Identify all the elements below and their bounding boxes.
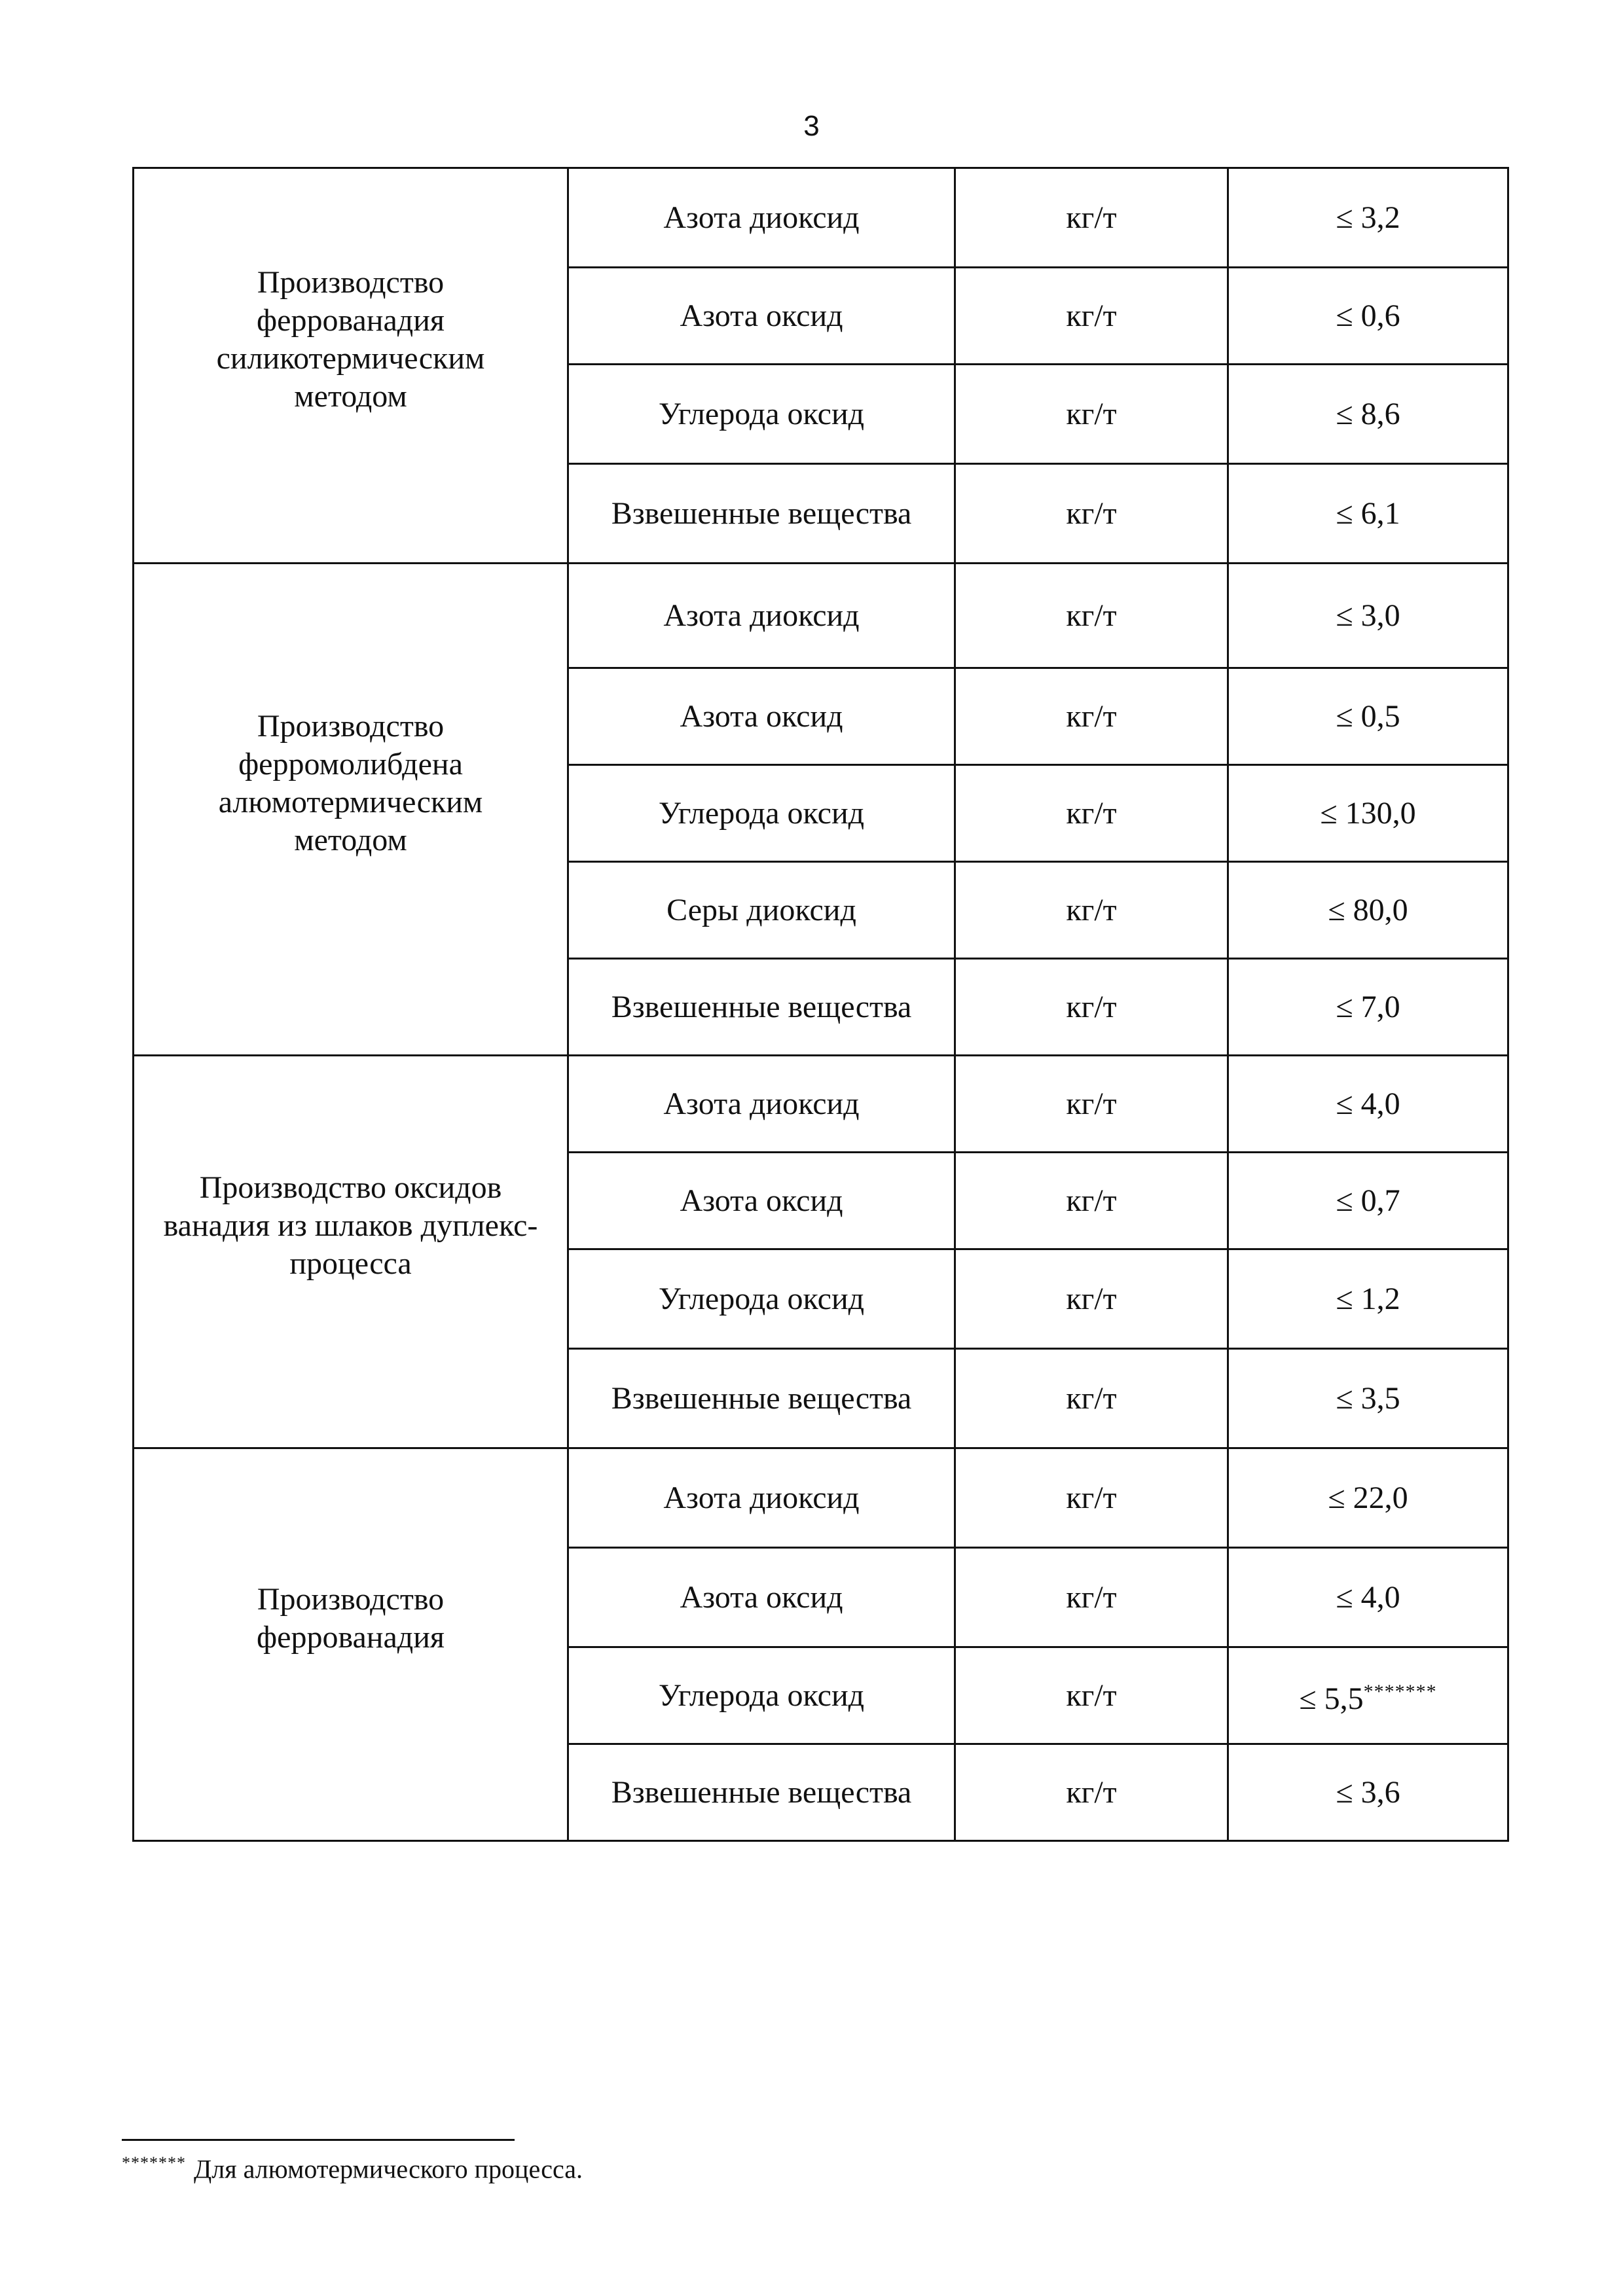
limit-value: ≤ 0,6 [1336,298,1400,333]
unit-cell: кг/т [955,1056,1228,1153]
unit-cell: кг/т [955,564,1228,668]
table-row [134,564,1508,668]
value-cell [1228,1647,1508,1744]
footnote-mark: ******* [122,2153,186,2172]
substance-cell: Азота диоксид [568,1056,955,1153]
unit-cell: кг/т [955,1349,1228,1448]
unit-cell: кг/т [955,168,1228,268]
substance-cell: Азота диоксид [568,1448,955,1548]
limit-value: ≤ 8,6 [1336,396,1400,431]
unit-cell: кг/т [955,1744,1228,1841]
limit-value: ≤ 0,7 [1336,1183,1400,1218]
limit-value: ≤ 3,2 [1336,200,1400,235]
substance-cell: Углерода оксид [568,1647,955,1744]
substance-cell: Взвешенные вещества [568,1349,955,1448]
substance-cell: Азота диоксид [568,564,955,668]
unit-cell: кг/т [955,1647,1228,1744]
value-cell [1228,1448,1508,1548]
substance-cell: Азота диоксид [568,168,955,268]
footnote-divider [122,2139,515,2141]
unit-cell: кг/т [955,464,1228,564]
process-cell: Производство феррованадия [134,1448,568,1841]
substance-cell: Взвешенные вещества [568,1744,955,1841]
value-cell [1228,564,1508,668]
substance-cell: Взвешенные вещества [568,464,955,564]
table-row [134,1448,1508,1548]
limit-value: ≤ 4,0 [1336,1086,1400,1121]
limit-value: ≤ 4,0 [1336,1579,1400,1615]
value-cell [1228,268,1508,365]
footnote-text: Для алюмотермического процесса. [194,2154,583,2184]
value-cell [1228,1349,1508,1448]
unit-cell: кг/т [955,1548,1228,1647]
process-cell: Производство феррованадия силикотермическим методом [134,168,568,564]
limit-value: ≤ 3,5 [1336,1380,1400,1416]
unit-cell: кг/т [955,765,1228,862]
substance-cell: Азота оксид [568,1548,955,1647]
unit-cell: кг/т [955,1448,1228,1548]
limit-value: ≤ 22,0 [1328,1480,1408,1515]
limit-value: ≤ 3,6 [1336,1774,1400,1810]
unit-cell: кг/т [955,1153,1228,1249]
value-cell [1228,1153,1508,1249]
process-cell: Производство оксидов ванадия из шлаков дуплекс-процесса [134,1056,568,1448]
limit-value: ≤ 7,0 [1336,989,1400,1024]
unit-cell: кг/т [955,668,1228,765]
substance-cell: Азота оксид [568,268,955,365]
unit-cell: кг/т [955,862,1228,959]
substance-cell: Азота оксид [568,1153,955,1249]
footnote [122,2153,583,2184]
unit-cell: кг/т [955,1249,1228,1349]
limit-value: ≤ 0,5 [1336,698,1400,734]
value-cell [1228,365,1508,464]
value-cell [1228,862,1508,959]
emission-norms-table-container [132,167,1507,1842]
footnote-reference: ******* [1363,1681,1437,1702]
substance-cell: Азота оксид [568,668,955,765]
value-cell [1228,1249,1508,1349]
limit-value: ≤ 1,2 [1336,1281,1400,1316]
value-cell [1228,1548,1508,1647]
limit-value: ≤ 6,1 [1336,495,1400,531]
unit-cell: кг/т [955,268,1228,365]
value-cell [1228,765,1508,862]
substance-cell: Углерода оксид [568,765,955,862]
table-row [134,168,1508,268]
process-cell: Производство ферромолибдена алюмотермическим методом [134,564,568,1056]
limit-value: ≤ 3,0 [1336,598,1400,633]
value-cell [1228,1744,1508,1841]
value-cell [1228,668,1508,765]
substance-cell: Серы диоксид [568,862,955,959]
substance-cell: Углерода оксид [568,1249,955,1349]
substance-cell: Углерода оксид [568,365,955,464]
value-cell [1228,464,1508,564]
value-cell [1228,1056,1508,1153]
value-cell [1228,959,1508,1056]
unit-cell: кг/т [955,365,1228,464]
value-cell [1228,168,1508,268]
limit-value: ≤ 130,0 [1320,795,1416,831]
substance-cell: Взвешенные вещества [568,959,955,1056]
limit-value: ≤ 80,0 [1328,892,1408,927]
page-number: 3 [803,110,820,142]
limit-value: ≤ 5,5 [1299,1681,1364,1716]
table-body [134,168,1508,1841]
table-row [134,1056,1508,1153]
emission-norms-table [132,167,1509,1842]
unit-cell: кг/т [955,959,1228,1056]
